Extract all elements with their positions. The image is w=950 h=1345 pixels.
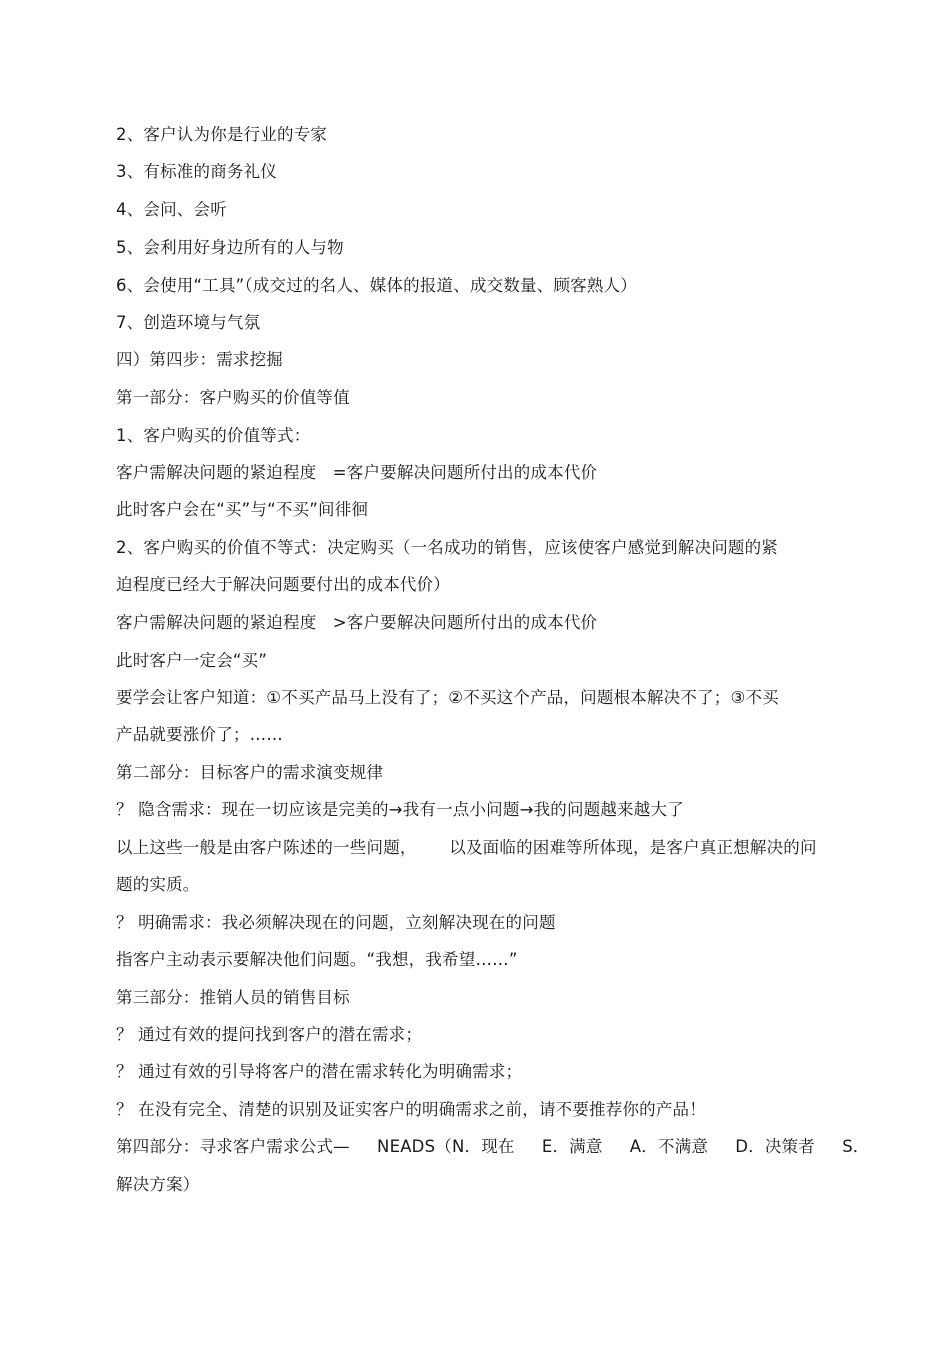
text-line: ？ 通过有效的引导将客户的潜在需求转化为明确需求； [116,1062,523,1081]
text-line: 迫程度已经大于解决问题要付出的成本代价） [116,575,450,594]
text-line: 4、会问、会听 [116,200,227,219]
text-line: 题的实质。 [116,875,200,894]
text-line: ？ 明确需求：我必须解决现在的问题，立刻解决现在的问题 [116,913,556,932]
text-line: 要学会让客户知道：①不买产品马上没有了；②不买这个产品，问题根本解决不了；③不买 [116,688,779,707]
text-line: 此时客户一定会“买” [116,651,268,670]
text-line: 客户需解决问题的紧迫程度 =客户要解决问题所付出的成本代价 [116,463,598,482]
text-line: 2、客户购买的价值不等式：决定购买（一名成功的销售，应该使客户感觉到解决问题的紧 [116,538,778,557]
text-line: ？ 在没有完全、清楚的识别及证实客户的明确需求之前，请不要推荐你的产品！ [116,1100,706,1119]
text-line: ？ 隐含需求：现在一切应该是完美的→我有一点小问题→我的问题越来越大了 [116,800,684,819]
text-line: 3、有标准的商务礼仪 [116,162,277,181]
subsection-heading: 第一部分：客户购买的价值等值 [116,388,350,407]
section-heading: 四）第四步：需求挖掘 [116,350,283,369]
text-line: 产品就要涨价了；…… [116,725,283,744]
text-line: 以上这些一般是由客户陈述的一些问题， 以及面临的困难等所体现，是客户真正想解决的问 [116,838,817,857]
text-line: ？ 通过有效的提问找到客户的潜在需求； [116,1025,423,1044]
text-line: 2、客户认为你是行业的专家 [116,125,328,144]
subsection-heading: 第三部分：推销人员的销售目标 [116,988,350,1007]
text-line: 指客户主动表示要解决他们问题。“我想，我希望……” [116,950,518,969]
text-line: 5、会利用好身边所有的人与物 [116,238,344,257]
subsection-heading: 第四部分：寻求客户需求公式— NEADS（N．现在 E．满意 A．不满意 D．决策者 S． [116,1137,870,1156]
subsection-heading: 第二部分：目标客户的需求演变规律 [116,763,384,782]
text-line: 解决方案） [116,1175,200,1194]
text-line: 6、会使用“工具”（成交过的名人、媒体的报道、成交数量、顾客熟人） [116,276,637,295]
text-line: 此时客户会在“买”与“不买”间徘徊 [116,500,369,519]
text-line: 客户需解决问题的紧迫程度 >客户要解决问题所付出的成本代价 [116,613,598,632]
text-line: 7、创造环境与气氛 [116,313,261,332]
text-line: 1、客户购买的价值等式： [116,426,311,445]
